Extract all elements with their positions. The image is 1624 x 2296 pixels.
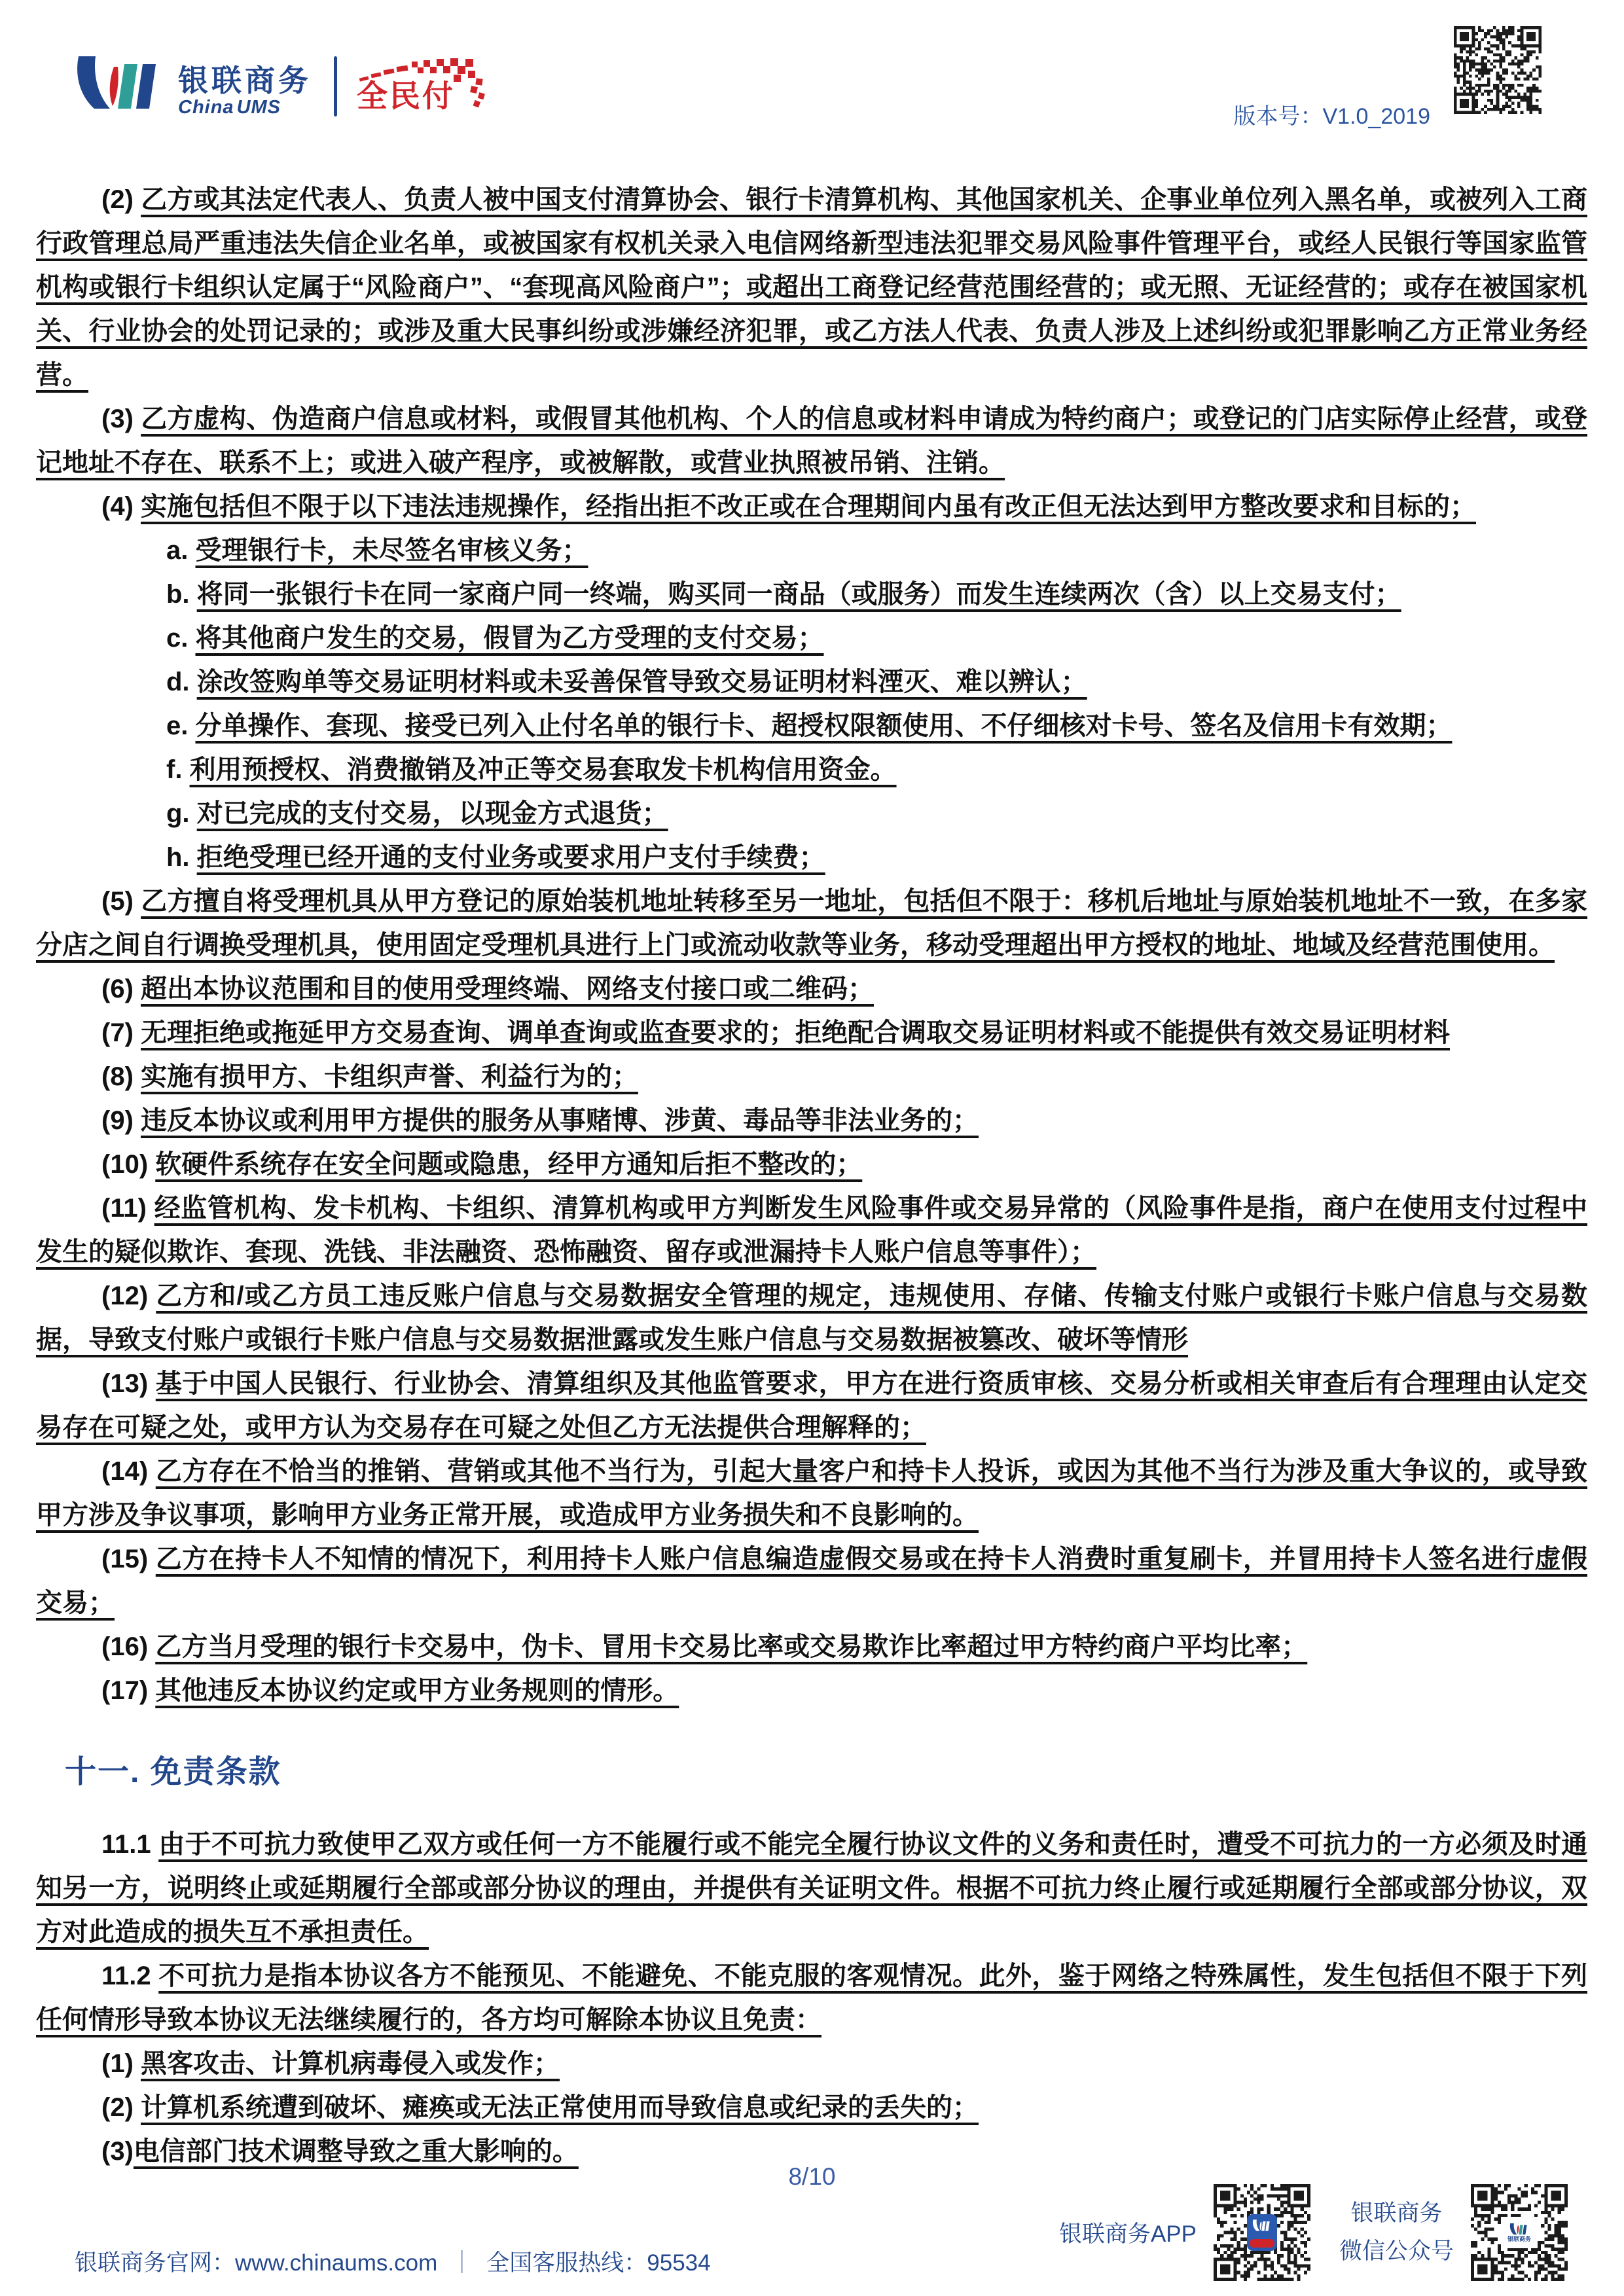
clause-text: 乙方擅自将受理机具从甲方登记的原始装机地址转移至另一地址，包括但不限于：移机后地址与原始装机地址不一致，在多家分店之间自行调换受理机具，使用固定受理机具进行上门或流动收款等业务，移动受理超出甲方授权的地址、地域及经营范围使用。 (36, 887, 1588, 960)
clause (36, 967, 1587, 1011)
clause-number: (2) (101, 2092, 141, 2122)
clause (36, 836, 1587, 880)
footer-contact (75, 2245, 711, 2278)
clause-number: g. (166, 799, 197, 828)
clause-text: 经监管机构、发卡机构、卡组织、清算机构或甲方判断发生风险事件或交易异常的（风险事件是指，商户在使用支付过程中发生的疑似欺诈、套现、洗钱、非法融资、恐怖融资、留存或泄漏持卡人账户信息等事件）； (36, 1194, 1587, 1266)
clause (36, 1823, 1587, 1954)
app-qr-code (1214, 2184, 1310, 2281)
clause-text: 不可抗力是指本协议各方不能预见、不能避免、不能克服的客观情况。此外，鉴于网络之特殊属性，发生包括但不限于下列任何情形导致本协议无法继续履行的，各方均可解除本协议且免责： (36, 1961, 1588, 2034)
ums-mini-label: 银联商务 (1507, 2236, 1531, 2242)
clause-text: 其他违反本协议约定或甲方业务规则的情形。 (155, 1676, 679, 1705)
clause (36, 529, 1587, 573)
clause (36, 573, 1587, 617)
clause (36, 1274, 1587, 1362)
clause (36, 485, 1587, 529)
footer-website: 银联商务官网：www.chinaums.com (75, 2250, 438, 2276)
clause-text: 电信部门技术调整导致之重大影响的。 (133, 2136, 579, 2166)
clause-number: (9) (101, 1106, 141, 1135)
clause (36, 1537, 1587, 1625)
wechat-qr-label (1339, 2195, 1454, 2270)
header-qr-code (1454, 26, 1542, 114)
clause-number: (2) (101, 185, 141, 214)
clause-number: (8) (101, 1062, 141, 1091)
clause-number: (14) (101, 1457, 156, 1486)
clause (36, 2042, 1587, 2086)
clause (36, 1625, 1587, 1669)
clause-text: 受理银行卡，未尽签名审核义务； (195, 536, 588, 565)
clause-number: (4) (101, 492, 141, 521)
page-number: 8/10 (788, 2163, 836, 2190)
clause-number: a. (166, 536, 196, 565)
clause-text: 软硬件系统存在安全问题或隐患，经甲方通知后拒不整改的； (155, 1150, 863, 1179)
clause (36, 1187, 1587, 1274)
brand-en-china: China (178, 97, 234, 118)
clause-number: (1) (101, 2049, 141, 2078)
clause-number: h. (166, 843, 197, 872)
logo-divider (334, 56, 337, 117)
clause (36, 704, 1587, 748)
ums-logo-overlay (1501, 2217, 1538, 2248)
clause-text: 超出本协议范围和目的使用受理终端、网络支付接口或二维码； (141, 975, 874, 1003)
clause-number: (13) (101, 1369, 156, 1398)
clause-text: 基于中国人民银行、行业协会、清算组织及其他监管要求，甲方在进行资质审核、交易分析或相关审查后有合理理由认定交易存在可疑之处，或甲方认为交易存在可疑之处但乙方无法提供合理解释的； (36, 1369, 1587, 1442)
ums-mark-mini-icon (1509, 2223, 1529, 2235)
chinaums-logo (75, 55, 490, 117)
clause-text: 将其他商户发生的交易，假冒为乙方受理的支付交易； (195, 624, 824, 653)
clause-text: 乙方和/或乙方员工违反账户信息与交易数据安全管理的规定，违规使用、存储、传输支付账户或银行卡账户信息与交易数据，导致支付账户或银行卡账户信息与交易数据泄露或发生账户信息与交易数据被篡改、破坏等情形 (36, 1282, 1587, 1354)
clause-number: b. (166, 580, 197, 609)
clause-number: (7) (101, 1018, 141, 1047)
brand-text (178, 65, 312, 117)
quanminfu-logo (355, 55, 490, 117)
wechat-label-line1: 银联商务 (1350, 2200, 1443, 2227)
product-name: 全民付 (357, 79, 455, 113)
clause (36, 1143, 1587, 1187)
clause-list-2 (36, 1823, 1587, 2174)
clause-number: (3) (101, 404, 141, 433)
clause (36, 1669, 1587, 1713)
clause-text: 实施包括但不限于以下违法违规操作，经指出拒不改正或在合理期间内虽有改正但无法达到甲方整改要求和目标的； (141, 492, 1476, 521)
clause-number: 11.2 (101, 1961, 159, 1990)
brand-name-en (178, 98, 312, 117)
clause (36, 397, 1587, 485)
clause (36, 178, 1587, 397)
clause (36, 660, 1587, 704)
clause-number: (6) (101, 975, 141, 1003)
clause-number: (3) (101, 2136, 134, 2166)
footer-hotline: 全国客服热线：95534 (486, 2250, 711, 2276)
brand-name-cn: 银联商务 (178, 63, 312, 98)
clause-text: 黑客攻击、计算机病毒侵入或发作； (141, 2049, 560, 2078)
wechat-qr-code (1471, 2184, 1568, 2281)
clause-number: (10) (101, 1150, 156, 1179)
clause-number: (15) (101, 1545, 156, 1573)
clause (36, 2086, 1587, 2130)
clause-number: (11) (101, 1194, 154, 1223)
clause-number: 11.1 (101, 1829, 159, 1859)
clause (36, 1099, 1587, 1143)
clause-text: 涂改签购单等交易证明材料或未妥善保管导致交易证明材料湮灭、难以辨认； (196, 668, 1087, 696)
clause (36, 1450, 1587, 1537)
clause-number: (12) (101, 1282, 156, 1310)
section-heading: 十一. 免责条款 (65, 1755, 281, 1789)
clause-text: 乙方存在不恰当的推销、营销或其他不当行为，引起大量客户和持卡人投诉，或因为其他不当行为涉及重大争议的，或导致甲方涉及争议事项，影响甲方业务正常开展，或造成甲方业务损失和不良影响的。 (36, 1457, 1587, 1530)
app-qr-label: 银联商务APP (1058, 2221, 1197, 2247)
clause (36, 748, 1587, 792)
clause-text: 乙方在持卡人不知情的情况下，利用持卡人账户信息编造虚假交易或在持卡人消费时重复刷卡，并冒用持卡人签名进行虚假交易； (36, 1545, 1587, 1617)
clause (36, 1055, 1587, 1099)
clause-text: 乙方虚构、伪造商户信息或材料，或假冒其他机构、个人的信息或材料申请成为特约商户；或登记的门店实际停止经营，或登记地址不存在、联系不上；或进入破产程序，或被解散，或营业执照被吊销、注销。 (36, 404, 1588, 477)
clause-text: 由于不可抗力致使甲乙双方或任何一方不能履行或不能完全履行协议文件的义务和责任时，遭受不可抗力的一方必须及时通知另一方，说明终止或延期履行全部或部分协议的理由，并提供有关证明文件。根据不可抗力终止履行或延期履行全部或部分协议，双方对此造成的损失互不承担责任。 (36, 1829, 1588, 1946)
clause-list-1 (36, 178, 1587, 1713)
clause-text: 违反本协议或利用甲方提供的服务从事赌博、涉黄、毒品等非法业务的； (141, 1106, 979, 1135)
clause (36, 1954, 1587, 2042)
clause (36, 880, 1587, 967)
clause-number: e. (166, 711, 196, 740)
app-icon (1247, 2214, 1277, 2251)
clause-number: d. (166, 668, 197, 696)
footer-qr-group (1059, 2183, 1568, 2282)
clause (36, 792, 1587, 836)
clause-text: 乙方或其法定代表人、负责人被中国支付清算协会、银行卡清算机构、其他国家机关、企事业单位列入黑名单，或被列入工商行政管理总局严重违法失信企业名单，或被国家有权机关录入电信网络新型违法犯罪交易风险事件管理平台，或经人民银行等国家监管机构或银行卡组织认定属于“风险商户”、“套现高风险商户”；或超出工商登记经营范围经营的；或无照、无证经营的；或存在被国家机关、行业协会的处罚记录的；或涉及重大民事纠纷或涉嫌经济犯罪，或乙方法人代表、负责人涉及上述纠纷或犯罪影响乙方正常业务经营。 (36, 185, 1588, 389)
ums-mark-icon (75, 55, 166, 110)
clause-text: 拒绝受理已经开通的支付业务或要求用户支付手续费； (196, 843, 825, 872)
version-label: 版本号：V1.0_2019 (1233, 104, 1430, 129)
clause (36, 1362, 1587, 1450)
clause-text: 乙方当月受理的银行卡交易中，伪卡、冒用卡交易比率或交易欺诈比率超过甲方特约商户平均比率； (155, 1632, 1308, 1661)
clause-text: 对已完成的支付交易，以现金方式退货； (196, 799, 668, 828)
footer-separator: ｜ (450, 2250, 474, 2276)
clause-number: (5) (101, 887, 141, 916)
clause-text: 计算机系统遭到破坏、瘫痪或无法正常使用而导致信息或纪录的丢失的； (141, 2092, 979, 2122)
document-body (36, 178, 1587, 2174)
brand-en-ums: UMS (236, 97, 281, 118)
clause-number: (16) (101, 1632, 156, 1661)
clause-text: 将同一张银行卡在同一家商户同一终端，购买同一商品（或服务）而发生连续两次（含）以上交易支付； (196, 580, 1401, 609)
clause-number: c. (166, 624, 196, 653)
wechat-label-line2: 微信公众号 (1339, 2238, 1454, 2264)
clause-number: (17) (101, 1676, 156, 1705)
clause-text: 分单操作、套现、接受已列入止付名单的银行卡、超授权限额使用、不仔细核对卡号、签名及信用卡有效期； (195, 711, 1453, 740)
clause-number: f. (166, 755, 190, 784)
clause (36, 617, 1587, 660)
clause-text: 无理拒绝或拖延甲方交易查询、调单查询或监查要求的；拒绝配合调取交易证明材料或不能提供有效交易证明材料 (141, 1018, 1450, 1047)
clause-text: 实施有损甲方、卡组织声誉、利益行为的； (141, 1062, 638, 1091)
clause-text: 利用预授权、消费撤销及冲正等交易套取发卡机构信用资金。 (189, 755, 897, 784)
clause (36, 1011, 1587, 1055)
